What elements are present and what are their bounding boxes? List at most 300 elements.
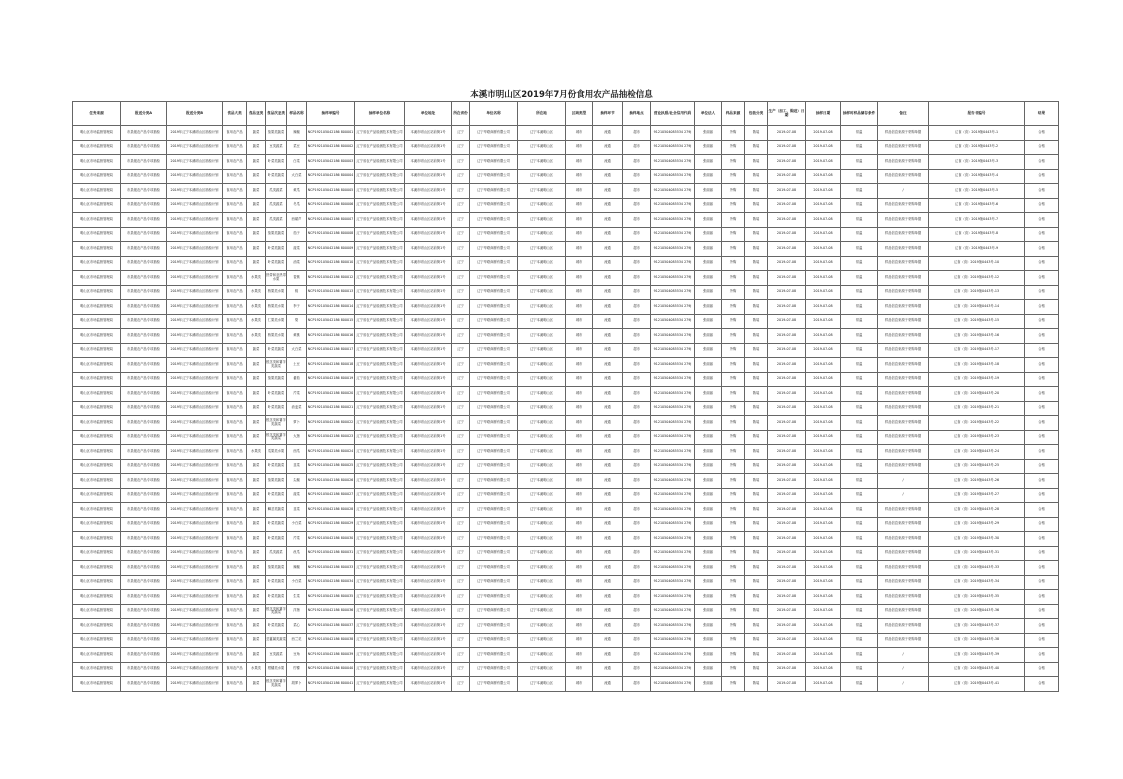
table-cell: 热带和亚热带水果 [266,271,287,286]
table-cell: 2019年辽宁本溪明山区抽检计划 [167,140,223,155]
table-cell: 叶菜类蔬菜 [266,242,287,257]
table-cell: 2019年辽宁本溪明山区抽检计划 [167,242,223,257]
table-cell: 辽宁省农产品检测技术有限公司 [355,503,405,518]
table-cell: 城市 [566,416,593,431]
table-cell: 91210504085534 279J [651,372,695,387]
table-cell: 2019年辽宁本溪明山区抽检计划 [167,590,223,605]
table-cell: 辽食（食）2019抽0443号-26 [929,474,1025,489]
table-cell: 城市 [566,503,593,518]
table-cell: 胡萝卜 [287,677,307,692]
table-cell: 合格 [1025,314,1059,329]
table-cell: 明山区市场监督管理局 [73,140,121,155]
table-cell: 张丽丽 [695,546,722,561]
table-cell: 超市 [623,633,651,648]
table-cell: 本溪市明山区站前街1号 [405,677,452,692]
table-cell: 散装 [745,517,768,532]
table-row [73,517,1059,532]
table-row [73,430,1059,445]
table-cell: 散装 [745,285,768,300]
table-cell: 张丽丽 [695,256,722,271]
table-cell: 食用农产品 [223,372,247,387]
table-cell: 辽宁省农产品检测技术有限公司 [355,575,405,590]
table-row [73,242,1059,257]
table-cell: 蔬菜 [247,648,266,663]
table-cell: 2019-07-08 [768,300,806,315]
table-cell: 样品信息来源于采购单据 [878,532,929,547]
table-cell: 散装 [745,445,768,460]
table-cell: 本溪市明山区站前街1号 [405,648,452,663]
table-cell: 辽宁 [452,604,470,619]
table-cell: 辽宁华联商厦有限公司 [470,575,518,590]
table-cell: 2019-07-08 [806,300,841,315]
table-cell: 蔬菜 [247,604,266,619]
table-cell: 蔬菜 [247,358,266,373]
table-cell: 91210504085534 279J [651,126,695,141]
table-cell: 外购 [722,256,745,271]
table-cell: 91210504085534 279J [651,271,695,286]
table-cell: 辽宁本溪明山区 [518,358,566,373]
table-cell: 流通 [593,314,623,329]
table-cell: 蔬菜 [247,619,266,634]
table-cell: 2019-07-08 [768,227,806,242]
table-cell: 样品信息来源于采购单据 [878,416,929,431]
table-cell: 辽宁华联商厦有限公司 [470,198,518,213]
table-cell: 明山区市场监督管理局 [73,300,121,315]
table-cell: 合格 [1025,126,1059,141]
column-header: 抽样环节 [593,102,623,126]
table-cell: 2019年辽宁本溪明山区抽检计划 [167,213,223,228]
table-cell: 合格 [1025,503,1059,518]
table-cell: 2019-07-08 [768,633,806,648]
table-cell: 常温 [841,358,878,373]
column-header: 所在地 [518,102,566,126]
table-cell: 明山区市场监督管理局 [73,677,121,692]
table-cell: 辽宁本溪明山区 [518,619,566,634]
table-cell: 辽宁华联商厦有限公司 [470,256,518,271]
table-cell: 2019-07-08 [768,314,806,329]
table-cell: 辽宁 [452,256,470,271]
table-cell: 明山区市场监督管理局 [73,648,121,663]
table-cell: 2019年辽宁本溪明山区抽检计划 [167,633,223,648]
table-cell: 辽宁省农产品检测技术有限公司 [355,184,405,199]
table-cell: 超市 [623,677,651,692]
table-row [73,169,1059,184]
table-cell: 2019-07-08 [806,662,841,677]
table-cell: 2019年辽宁本溪明山区抽检计划 [167,227,223,242]
table-cell: NCP192105042186 800022 [307,416,355,431]
table-cell: 城市 [566,619,593,634]
table-cell: 常温 [841,430,878,445]
table-cell: 合格 [1025,271,1059,286]
table-cell: 散装 [745,677,768,692]
table-cell: 张丽丽 [695,387,722,402]
table-cell: 辽宁省农产品检测技术有限公司 [355,242,405,257]
table-cell: 散装 [745,184,768,199]
table-cell: 散装 [745,372,768,387]
table-cell: 明山区市场监督管理局 [73,126,121,141]
table-cell: 食用农产品 [223,488,247,503]
table-cell: 超市 [623,155,651,170]
table-cell: 2019-07-08 [768,155,806,170]
table-cell: 城市 [566,459,593,474]
table-cell: 市县级农产品专项抽检 [121,387,167,402]
table-cell: 明山区市场监督管理局 [73,474,121,489]
table-cell: 辽宁华联商厦有限公司 [470,430,518,445]
table-cell: 91210504085534 279J [651,387,695,402]
table-cell: 2019-07-08 [806,517,841,532]
table-cell: 辽宁华联商厦有限公司 [470,503,518,518]
table-cell: 超市 [623,561,651,576]
table-cell: 样品信息来源于采购单据 [878,546,929,561]
table-cell: 外购 [722,459,745,474]
table-cell: 城市 [566,169,593,184]
table-cell: 韭菜 [287,503,307,518]
table-cell: 辽食（食）2019抽0443号-13 [929,285,1025,300]
table-cell: 辽食（食）2019抽0443号-10 [929,256,1025,271]
column-header: 食品大类 [223,102,247,126]
table-cell: 辽宁本溪明山区 [518,561,566,576]
table-cell: 张丽丽 [695,213,722,228]
table-cell: 食用农产品 [223,445,247,460]
table-cell: 市县级农产品专项抽检 [121,300,167,315]
table-cell: 样品信息来源于采购单据 [878,575,929,590]
table-cell: 超市 [623,198,651,213]
column-header: 抽样单编号 [307,102,355,126]
table-cell: 流通 [593,300,623,315]
table-row [73,401,1059,416]
table-cell: 辽宁本溪明山区 [518,227,566,242]
table-cell: 2019年辽宁本溪明山区抽检计划 [167,372,223,387]
table-cell: / [878,677,929,692]
table-cell: 辽宁省农产品检测技术有限公司 [355,126,405,141]
table-cell: 张丽丽 [695,372,722,387]
table-cell: 本溪市明山区站前街1号 [405,517,452,532]
table-cell: 合格 [1025,532,1059,547]
table-cell: 辽宁省农产品检测技术有限公司 [355,677,405,692]
table-cell: 外购 [722,532,745,547]
page-title: 本溪市明山区2019年7月份食用农产品抽检信息 [470,90,653,100]
table-cell: 超市 [623,285,651,300]
table-cell: 超市 [623,140,651,155]
table-cell: 流通 [593,474,623,489]
table-cell: 2019-07-08 [806,198,841,213]
table-cell: 散装 [745,155,768,170]
table-cell: 辽宁 [452,662,470,677]
table-cell: 蔬菜 [247,401,266,416]
table-cell: 常温 [841,198,878,213]
table-cell: 外购 [722,416,745,431]
table-cell: 辽食（食）2019抽0443号-25 [929,459,1025,474]
table-cell: NCP192105042186 800033 [307,561,355,576]
table-cell: 91210504085534 279J [651,227,695,242]
table-cell: 本溪市明山区站前街1号 [405,358,452,373]
table-cell: 辽宁华联商厦有限公司 [470,329,518,344]
column-header: 抽样地点 [623,102,651,126]
table-cell: 本溪市明山区站前街1号 [405,561,452,576]
table-cell: 外购 [722,126,745,141]
table-cell: 辽宁本溪明山区 [518,242,566,257]
table-cell: 张丽丽 [695,532,722,547]
table-cell: 91210504085534 279J [651,416,695,431]
table-cell: 辽宁省农产品检测技术有限公司 [355,459,405,474]
table-cell: 超市 [623,619,651,634]
table-cell: 外购 [722,401,745,416]
table-cell: 样品信息来源于采购单据 [878,517,929,532]
table-cell: 合格 [1025,169,1059,184]
table-cell: 城市 [566,561,593,576]
table-cell: 市县级农产品专项抽检 [121,184,167,199]
table-cell: 城市 [566,590,593,605]
table-cell: 2019年辽宁本溪明山区抽检计划 [167,488,223,503]
table-cell: 2019-07-08 [768,358,806,373]
table-cell: 2019-07-08 [768,677,806,692]
table-row [73,271,1059,286]
column-header: 单位地址 [405,102,452,126]
table-cell: 91210504085534 279J [651,169,695,184]
table-cell: NCP192105042186 800036 [307,604,355,619]
table-cell: 辽宁华联商厦有限公司 [470,242,518,257]
table-cell: 辽食（食）2019抽0443号-34 [929,575,1025,590]
table-cell: 合格 [1025,155,1059,170]
table-cell: 2019-07-08 [806,314,841,329]
table-cell: 本溪市明山区站前街1号 [405,488,452,503]
table-cell: 辽宁省农产品检测技术有限公司 [355,474,405,489]
column-header: 报送分类B [167,102,223,126]
table-cell: 豆类蔬菜 [266,140,287,155]
table-cell: 辽宁华联商厦有限公司 [470,561,518,576]
table-cell: 蔬菜 [247,459,266,474]
table-cell: 生菜 [287,590,307,605]
table-cell: 蔬菜 [247,677,266,692]
table-cell: NCP192105042186 800041 [307,677,355,692]
table-cell: 辽宁省农产品检测技术有限公司 [355,343,405,358]
table-cell: 合格 [1025,546,1059,561]
table-cell: / [878,648,929,663]
table-cell: 2019年辽宁本溪明山区抽检计划 [167,474,223,489]
table-cell: 市县级农产品专项抽检 [121,604,167,619]
table-cell: 水果类 [247,445,266,460]
table-cell: 流通 [593,488,623,503]
table-cell: 2019-07-08 [806,256,841,271]
table-cell: 样品信息来源于采购单据 [878,155,929,170]
table-cell: 本溪市明山区站前街1号 [405,329,452,344]
table-cell: 本溪市明山区站前街1号 [405,285,452,300]
table-cell: 2019年辽宁本溪明山区抽检计划 [167,329,223,344]
table-cell: 外购 [722,474,745,489]
table-cell: 本溪市明山区站前街1号 [405,575,452,590]
table-cell: 辽宁华联商厦有限公司 [470,546,518,561]
table-cell: 外购 [722,503,745,518]
table-cell: 2019年辽宁本溪明山区抽检计划 [167,430,223,445]
table-cell: NCP192105042186 800015 [307,314,355,329]
table-cell: 食用农产品 [223,227,247,242]
table-cell: 蔬菜 [247,387,266,402]
table-cell: 辽宁本溪明山区 [518,213,566,228]
table-cell: 城市 [566,532,593,547]
table-cell: 超市 [623,343,651,358]
table-cell: 样品信息来源于采购单据 [878,140,929,155]
table-cell: 2019-07-08 [806,488,841,503]
table-cell: 明山区市场监督管理局 [73,445,121,460]
table-cell: 散装 [745,387,768,402]
table-cell: 辽宁本溪明山区 [518,575,566,590]
table-cell: 2019-07-08 [806,445,841,460]
table-cell: 明山区市场监督管理局 [73,285,121,300]
table-cell: 辽宁华联商厦有限公司 [470,213,518,228]
table-cell: 市县级农产品专项抽检 [121,343,167,358]
table-cell: 洋葱 [287,604,307,619]
table-cell: 2019年辽宁本溪明山区抽检计划 [167,300,223,315]
table-cell: 城市 [566,285,593,300]
table-cell: 2019-07-08 [768,488,806,503]
table-cell: 常温 [841,662,878,677]
table-cell: 外购 [722,648,745,663]
table-cell: 辽宁本溪明山区 [518,416,566,431]
table-cell: 样品信息来源于采购单据 [878,169,929,184]
table-cell: 常温 [841,488,878,503]
table-cell: 土豆 [287,358,307,373]
table-cell: 2019年辽宁本溪明山区抽检计划 [167,343,223,358]
table-cell: 本溪市明山区站前街1号 [405,445,452,460]
table-cell: 张丽丽 [695,633,722,648]
table-cell: 流通 [593,604,623,619]
table-cell: 菠菜 [287,488,307,503]
table-cell: 散装 [745,575,768,590]
table-cell: 辽宁 [452,416,470,431]
table-cell: 辽食（食）2019抽0443号-29 [929,517,1025,532]
table-cell: 外购 [722,314,745,329]
column-header: 营业执照/社会信用代码 [651,102,695,126]
table-cell: 91210504085534 279J [651,575,695,590]
table-row [73,329,1059,344]
table-row [73,372,1059,387]
table-cell: 食用农产品 [223,532,247,547]
table-cell: 91210504085534 279J [651,184,695,199]
table-cell: 2019-07-08 [768,372,806,387]
table-cell: 常温 [841,213,878,228]
table-cell: 散装 [745,343,768,358]
table-cell: 2019-07-08 [806,213,841,228]
table-cell: 张丽丽 [695,459,722,474]
table-cell: NCP192105042186 800040 [307,662,355,677]
table-cell: 外购 [722,155,745,170]
table-cell: 散装 [745,619,768,634]
table-cell: 市县级农产品专项抽检 [121,285,167,300]
table-cell: 市县级农产品专项抽检 [121,372,167,387]
table-cell: NCP192105042186 800039 [307,648,355,663]
table-cell: 91210504085534 279J [651,445,695,460]
table-cell: 蔬菜 [247,430,266,445]
table-cell: 2019-07-08 [806,430,841,445]
table-cell: 辽宁本溪明山区 [518,372,566,387]
table-row [73,358,1059,373]
table-cell: 合格 [1025,677,1059,692]
table-cell: 辽宁本溪明山区 [518,648,566,663]
column-header: 生产（加工、购进）日期 [768,102,806,126]
table-cell: 常温 [841,619,878,634]
table-cell: 2019-07-08 [806,329,841,344]
table-cell: 城市 [566,198,593,213]
table-cell: 辽宁省农产品检测技术有限公司 [355,285,405,300]
table-cell: 样品信息来源于采购单据 [878,561,929,576]
table-cell: 小白菜 [287,517,307,532]
table-cell: 2019年辽宁本溪明山区抽检计划 [167,677,223,692]
table-cell: 常温 [841,271,878,286]
table-cell: 91210504085534 279J [651,633,695,648]
table-cell: 辽宁 [452,358,470,373]
table-cell: 食用农产品 [223,677,247,692]
table-cell: 辽宁 [452,648,470,663]
table-cell: 市县级农产品专项抽检 [121,590,167,605]
table-cell: 辽食（食）2019抽0443号-37 [929,619,1025,634]
table-cell: 2019-07-08 [768,532,806,547]
table-cell: 散装 [745,662,768,677]
table-cell: 2019-07-08 [806,503,841,518]
table-cell: 市县级农产品专项抽检 [121,459,167,474]
table-cell: 本溪市明山区站前街1号 [405,532,452,547]
table-cell: 外购 [722,619,745,634]
table-cell: 常温 [841,169,878,184]
table-cell: 辽食（食）2019抽0443号-1 [929,126,1025,141]
table-cell: 常温 [841,517,878,532]
table-cell: 91210504085534 279J [651,401,695,416]
table-cell: 2019年辽宁本溪明山区抽检计划 [167,517,223,532]
table-row [73,314,1059,329]
table-cell: 梨 [287,314,307,329]
table-cell: 合格 [1025,358,1059,373]
table-cell: 2019-07-08 [768,271,806,286]
table-cell: 辽宁省农产品检测技术有限公司 [355,648,405,663]
table-cell: NCP192105042186 800006 [307,198,355,213]
table-cell: 城市 [566,329,593,344]
column-header: 抽样单位名称 [355,102,405,126]
table-cell: 2019-07-08 [768,387,806,402]
table-cell: 城市 [566,358,593,373]
table-cell: 食用农产品 [223,358,247,373]
table-cell: 2019-07-08 [768,256,806,271]
table-cell: 小白菜 [287,575,307,590]
table-cell: 2019-07-08 [806,459,841,474]
table-cell: 明山区市场监督管理局 [73,329,121,344]
table-cell: 辽宁省农产品检测技术有限公司 [355,227,405,242]
table-cell: 超市 [623,604,651,619]
table-cell: NCP192105042186 800013 [307,285,355,300]
table-cell: 91210504085534 279J [651,140,695,155]
table-cell: 散装 [745,314,768,329]
table-cell: 辽食（食）2019抽0443号-30 [929,532,1025,547]
table-cell: 流通 [593,213,623,228]
table-row [73,662,1059,677]
table-cell: 常温 [841,227,878,242]
table-cell: NCP192105042186 800003 [307,155,355,170]
table-cell: 明山区市场监督管理局 [73,532,121,547]
table-cell: 本溪市明山区站前街1号 [405,300,452,315]
table-cell: 本溪市明山区站前街1号 [405,401,452,416]
table-cell: 2019-07-08 [806,416,841,431]
table-cell: 明山区市场监督管理局 [73,343,121,358]
table-cell: 辽宁 [452,184,470,199]
table-cell: 常温 [841,575,878,590]
table-cell: 2019年辽宁本溪明山区抽检计划 [167,271,223,286]
table-cell: 辽宁省农产品检测技术有限公司 [355,619,405,634]
table-cell: 外购 [722,677,745,692]
table-cell: 91210504085534 279J [651,198,695,213]
table-cell: 流通 [593,662,623,677]
table-cell: 2019-07-08 [768,401,806,416]
column-header: 所在省份 [452,102,470,126]
table-cell: 样品信息来源于采购单据 [878,242,929,257]
table-cell: 张丽丽 [695,285,722,300]
